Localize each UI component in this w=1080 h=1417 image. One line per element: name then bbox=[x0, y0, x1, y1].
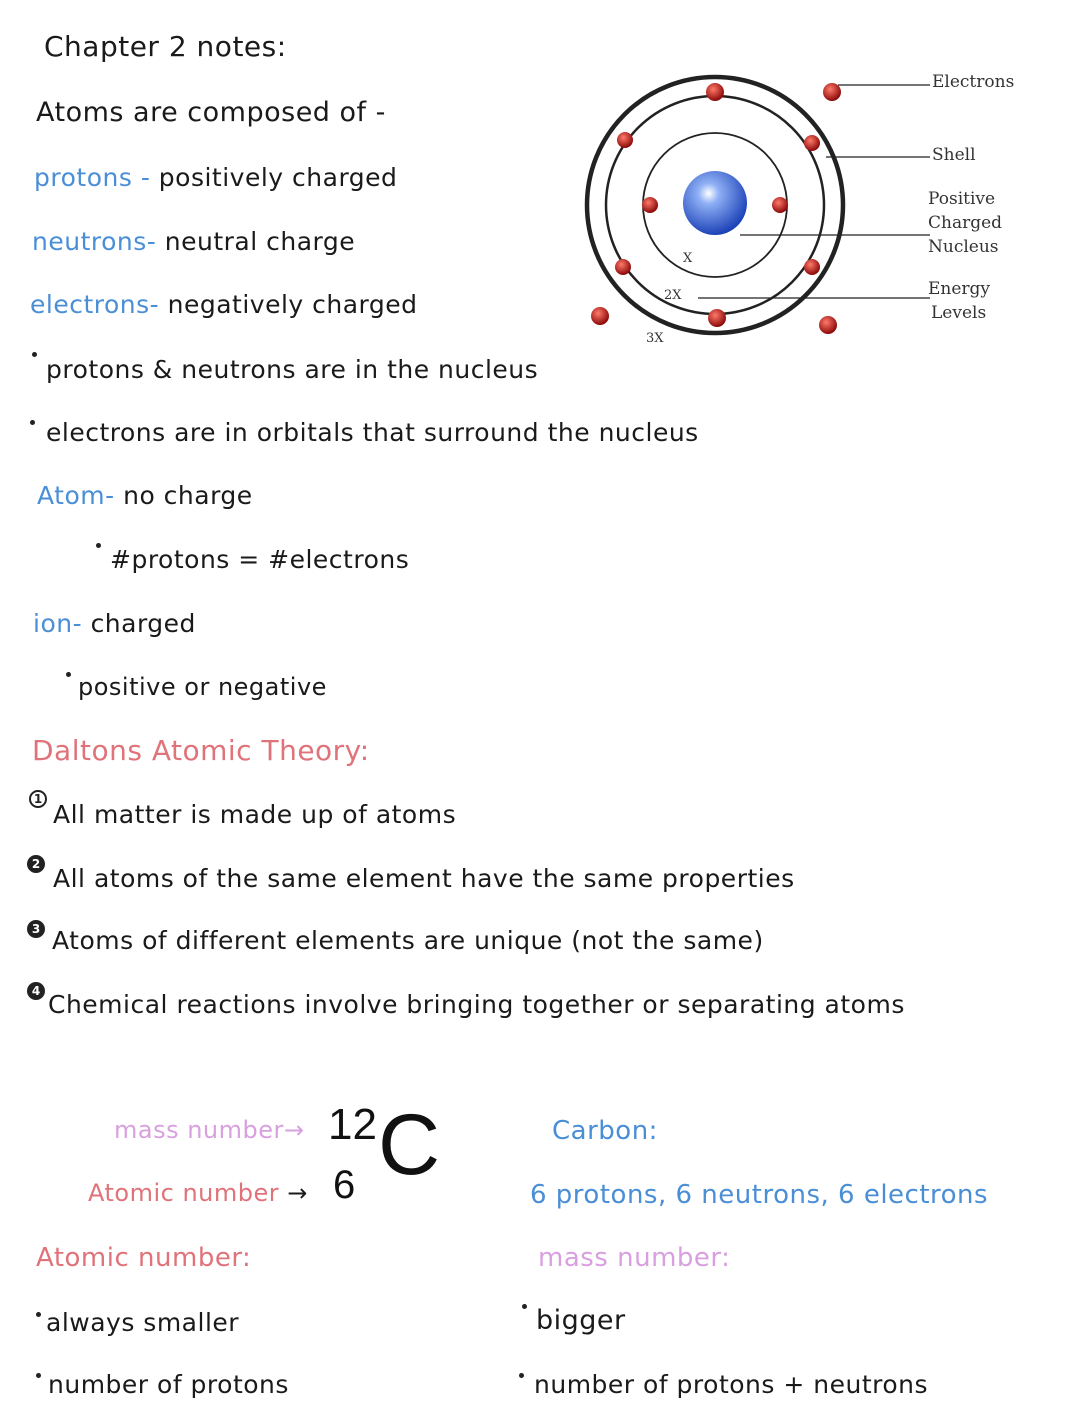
definition: positively charged bbox=[158, 163, 398, 192]
particle-electrons bbox=[30, 290, 418, 319]
atom-line bbox=[37, 481, 253, 510]
dash: - bbox=[146, 227, 165, 256]
fact-orbitals: electrons are in orbitals that surround the nucleus bbox=[46, 418, 699, 447]
mass-number-value: 12 bbox=[328, 1100, 377, 1149]
label-line: Positive bbox=[928, 189, 996, 209]
label-line: Energy bbox=[928, 279, 991, 299]
definition: charged bbox=[90, 609, 196, 638]
level-middle: 2X bbox=[664, 288, 682, 303]
term: protons bbox=[34, 163, 133, 192]
bullet bbox=[30, 420, 35, 425]
mass-point: number of protons + neutrons bbox=[534, 1370, 929, 1399]
mass-number-label bbox=[114, 1116, 305, 1144]
bullet bbox=[32, 352, 37, 357]
electron bbox=[819, 316, 837, 334]
particle-neutrons bbox=[32, 227, 355, 256]
electron bbox=[615, 259, 631, 275]
atomic-number-value: 6 bbox=[333, 1163, 356, 1207]
atom-rule: #protons = #electrons bbox=[110, 545, 410, 574]
arrow-icon: → bbox=[287, 1179, 308, 1207]
term: ion bbox=[33, 609, 73, 638]
bullet bbox=[519, 1373, 524, 1378]
electron bbox=[804, 135, 820, 151]
page-title: Chapter 2 notes: bbox=[44, 30, 287, 63]
definition: negatively charged bbox=[167, 290, 418, 319]
electron bbox=[642, 197, 658, 213]
term: neutrons bbox=[32, 227, 147, 256]
element-symbol: C bbox=[378, 1097, 441, 1193]
fact-nucleus: protons & neutrons are in the nucleus bbox=[46, 355, 539, 384]
electron bbox=[617, 132, 633, 148]
number-badge: 4 bbox=[27, 982, 45, 1000]
label-line: Nucleus bbox=[928, 237, 999, 257]
label-text: mass number bbox=[114, 1116, 284, 1144]
particle-protons bbox=[34, 163, 397, 192]
term: Atom bbox=[37, 481, 106, 510]
bullet bbox=[36, 1312, 41, 1317]
term: electrons bbox=[30, 290, 150, 319]
electron bbox=[706, 83, 724, 101]
dalton-item: All matter is made up of atoms bbox=[53, 800, 457, 829]
label-energy-levels bbox=[928, 277, 990, 325]
number-badge: 2 bbox=[27, 855, 45, 873]
arrow-icon: → bbox=[283, 1116, 305, 1144]
label-line: Charged bbox=[928, 213, 1003, 233]
intro-line: Atoms are composed of - bbox=[36, 97, 386, 128]
ion-rule: positive or negative bbox=[78, 673, 327, 701]
number-badge: 3 bbox=[27, 920, 45, 938]
label-nucleus bbox=[928, 187, 1002, 259]
carbon-detail: 6 protons, 6 neutrons, 6 electrons bbox=[530, 1180, 989, 1210]
dash: - bbox=[72, 609, 91, 638]
level-inner: X bbox=[683, 251, 693, 266]
electron bbox=[772, 197, 788, 213]
nucleus bbox=[683, 171, 747, 235]
electron bbox=[708, 309, 726, 327]
electron bbox=[823, 83, 841, 101]
bullet bbox=[522, 1304, 527, 1309]
label-line: Levels bbox=[931, 303, 987, 323]
dalton-item: All atoms of the same element have the same properties bbox=[53, 864, 795, 893]
atomic-point: number of protons bbox=[48, 1370, 289, 1399]
carbon-heading: Carbon: bbox=[552, 1116, 658, 1146]
definition: no charge bbox=[123, 481, 253, 510]
mass-number-heading: mass number: bbox=[538, 1243, 731, 1273]
electron bbox=[591, 307, 609, 325]
bullet bbox=[96, 543, 101, 548]
dalton-heading: Daltons Atomic Theory: bbox=[32, 734, 370, 767]
dash: - bbox=[132, 163, 159, 192]
label-text: Atomic number bbox=[88, 1179, 280, 1207]
atomic-number-label bbox=[88, 1179, 308, 1207]
electron bbox=[804, 259, 820, 275]
dash: - bbox=[149, 290, 168, 319]
atomic-number-heading: Atomic number: bbox=[36, 1243, 252, 1273]
dash: - bbox=[105, 481, 124, 510]
bullet bbox=[36, 1373, 41, 1378]
atomic-point: always smaller bbox=[46, 1308, 240, 1337]
number-badge: 1 bbox=[29, 790, 47, 808]
label-shell: Shell bbox=[932, 145, 976, 165]
dalton-item: Atoms of different elements are unique (not the same) bbox=[52, 926, 764, 955]
mass-point: bigger bbox=[536, 1305, 626, 1336]
ion-line bbox=[33, 609, 196, 638]
dalton-item: Chemical reactions involve bringing together or separating atoms bbox=[48, 990, 905, 1019]
label-electrons: Electrons bbox=[932, 72, 1015, 92]
definition: neutral charge bbox=[164, 227, 356, 256]
bullet bbox=[66, 672, 71, 677]
level-outer: 3X bbox=[646, 331, 664, 346]
